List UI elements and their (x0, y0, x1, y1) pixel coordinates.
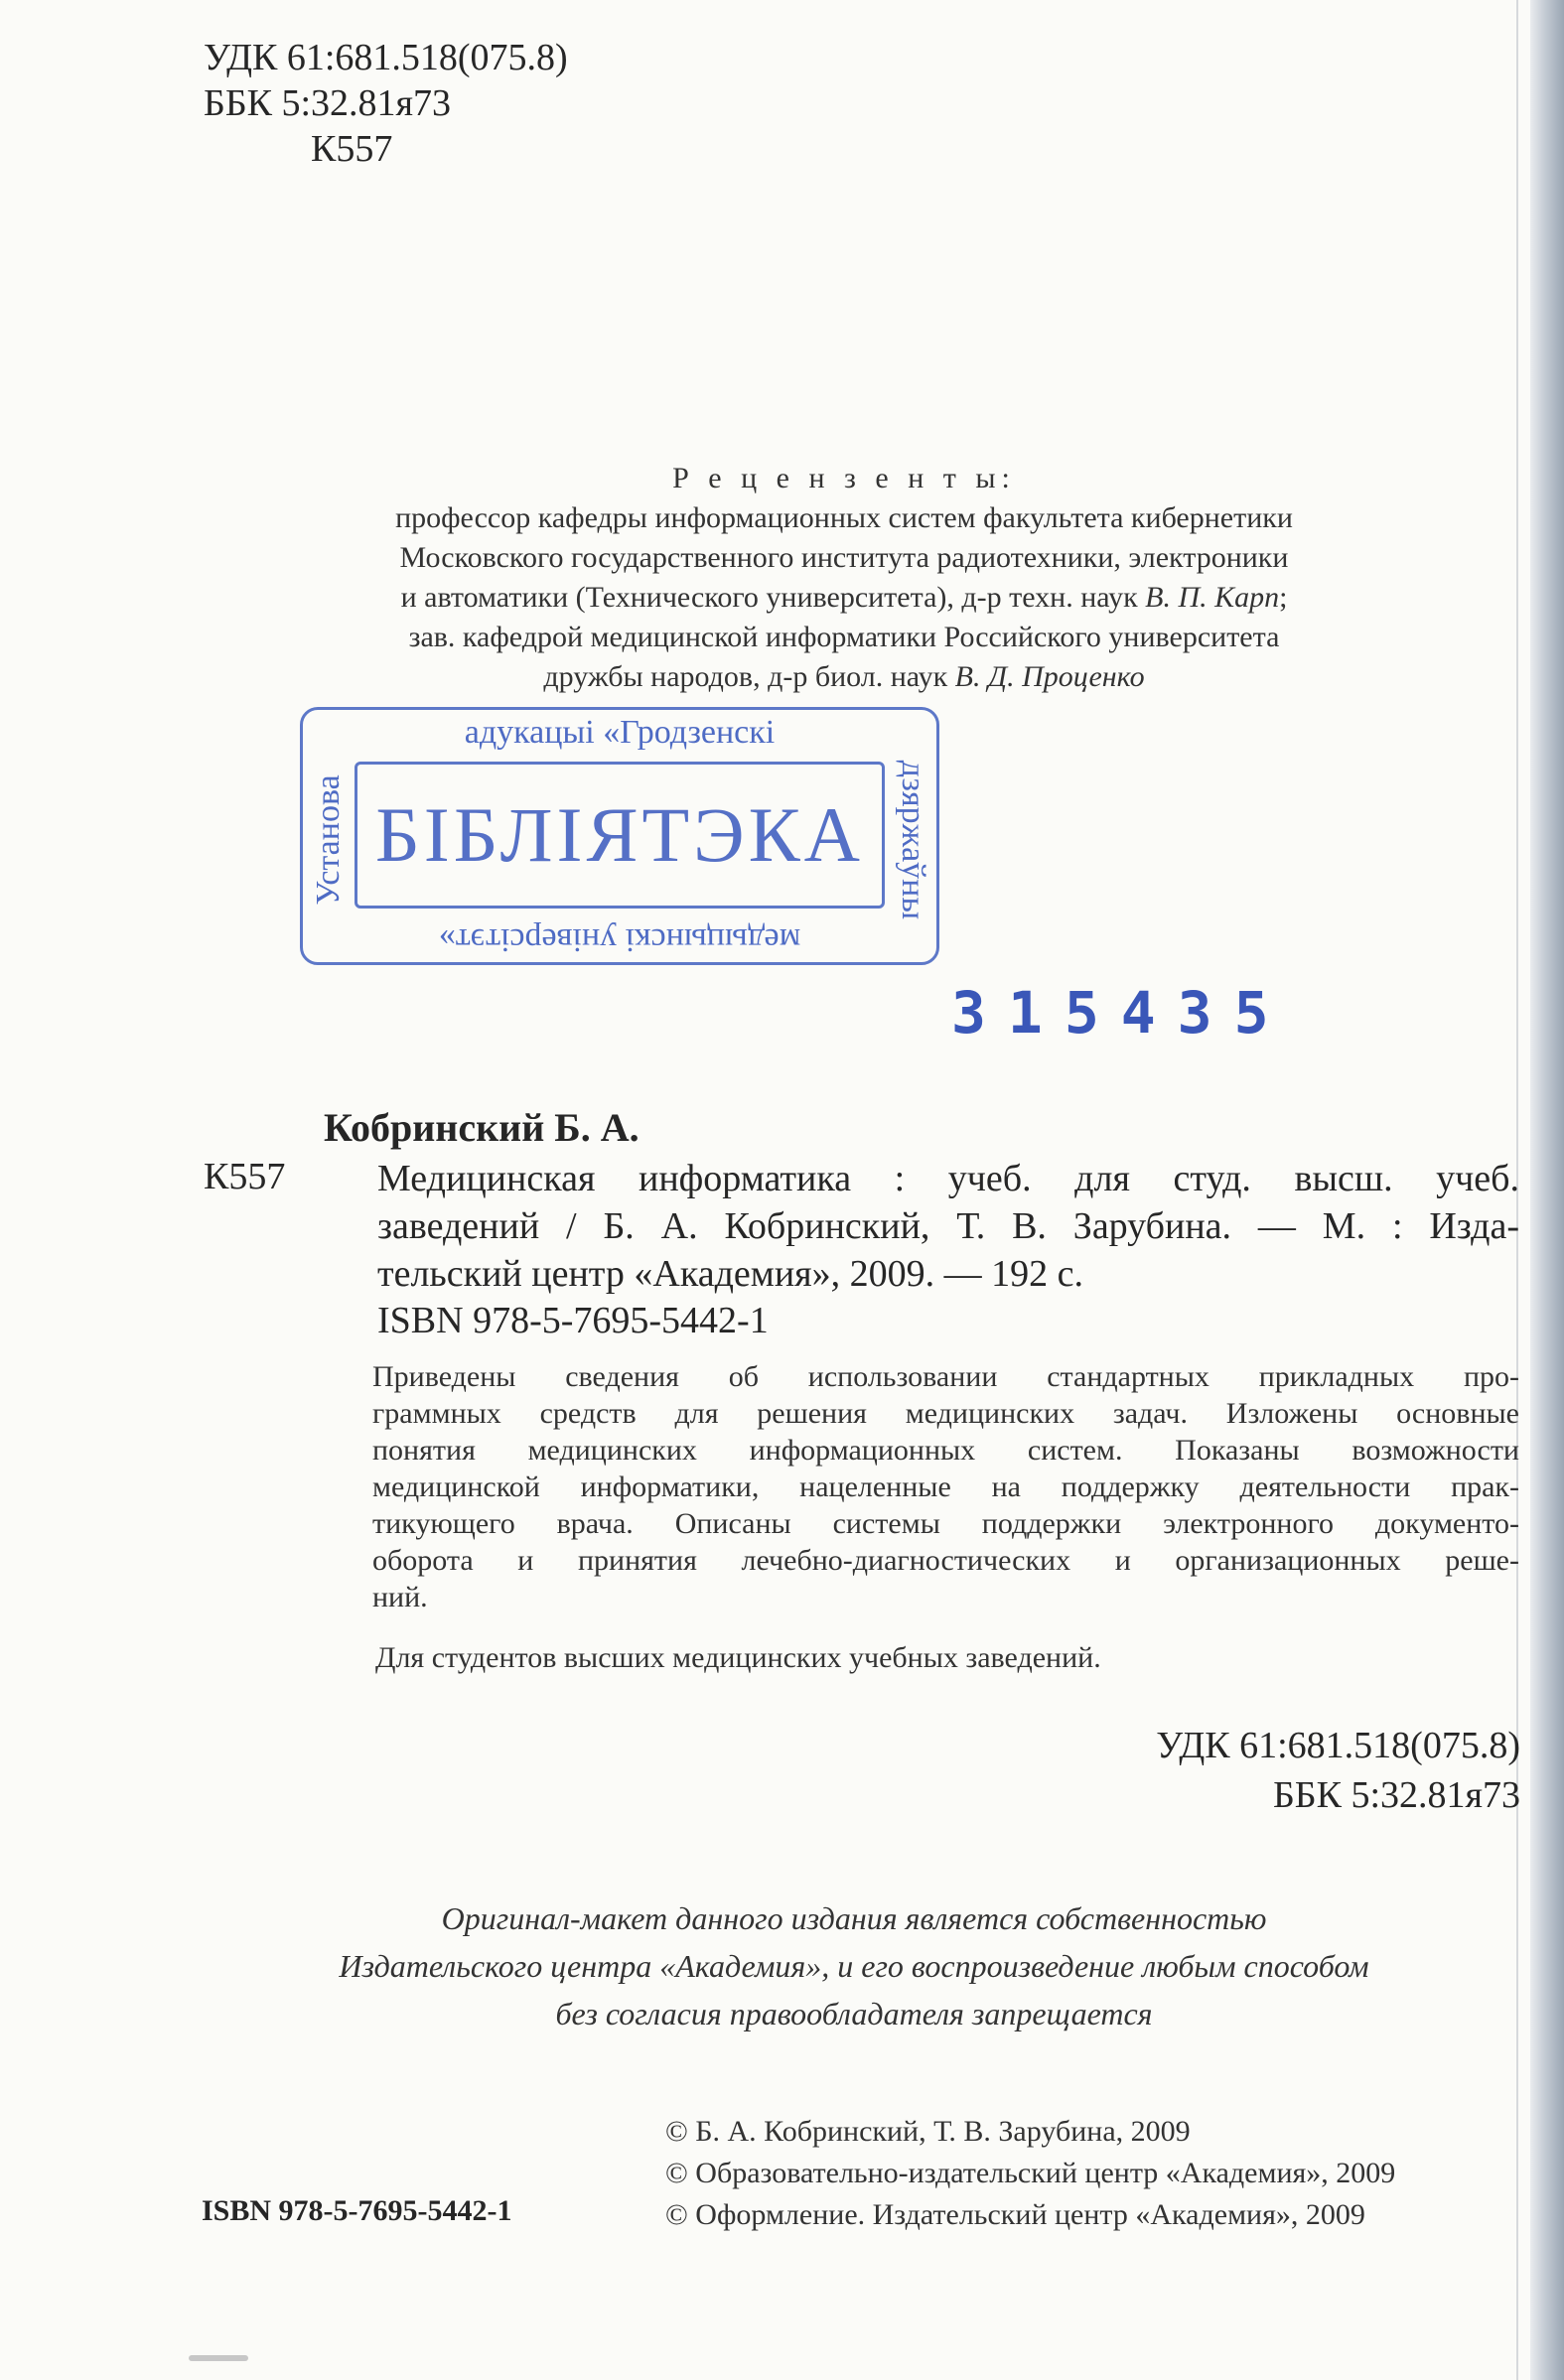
copyright-list (665, 2111, 1395, 2236)
reviewers-heading: Р е ц е н з е н т ы: (672, 462, 1016, 494)
copyright-notice (179, 1894, 1529, 2037)
copyright-notice-line-1: Оригинал-макет данного издания является собственностью (441, 1900, 1267, 1936)
audience-note: Для студентов высших медицинских учебных заведений. (375, 1641, 1101, 1674)
annotation-line: оборота и принятия лечебно-диагностических и организационных реше- (372, 1544, 1519, 1577)
reviewer-line-5-text: дружбы народов, д-р биол. наук (543, 660, 955, 693)
isbn-footer: ISBN 978-5-7695-5442-1 (202, 2194, 512, 2227)
stamp-top-text: адукацыі «Гродзенскі (464, 714, 776, 751)
annotation-line: понятия медицинских информационных систем. Показаны возможности (372, 1434, 1519, 1467)
copyright-notice-line-2: Издательского центра «Академия», и его воспроизведение любым способом (339, 1948, 1369, 1984)
reviewers-block (228, 459, 1460, 697)
stamp-inner-frame (355, 762, 885, 909)
scan-smudge (189, 2355, 248, 2361)
copyright-line: © Образовательно-издательский центр «Академия», 2009 (665, 2157, 1396, 2189)
annotation-line: Приведены сведения об использовании стандартных прикладных про- (372, 1360, 1519, 1393)
reviewer-line-3-tail: ; (1279, 581, 1288, 614)
stamp-bottom-text: медыцынскі універсітэт» (438, 921, 801, 958)
library-stamp (300, 707, 939, 965)
annotation-line: медицинской информатики, нацеленные на поддержку деятельности прак- (372, 1470, 1519, 1503)
reviewer-line-2: Московского государственного института радиотехники, электроники (399, 541, 1289, 574)
bib-line-3: тельский центр «Академия», 2009. — 192 с. (377, 1253, 1083, 1295)
catalog-code: К557 (204, 1156, 286, 1197)
annotation-line: тикующего врача. Описаны системы поддержки электронного документо- (372, 1507, 1519, 1540)
inventory-number: 315435 (951, 979, 1291, 1047)
reviewer-line-3-text: и автоматики (Технического университета), д-р техн. наук (400, 581, 1146, 614)
author-heading: Кобринский Б. А. (324, 1105, 640, 1150)
bib-line-1: Медицинская информатика : учеб. для студ. высш. учеб. (377, 1158, 1519, 1199)
classification-codes-right (1156, 1721, 1520, 1820)
bbk-code-right: ББК 5:32.81я73 (1272, 1774, 1520, 1816)
bibliographic-description (377, 1155, 1519, 1298)
reviewer-line-4: зав. кафедрой медицинской информатики Российского университета (408, 621, 1280, 653)
reviewer-name-karp: В. П. Карп (1145, 581, 1280, 614)
bbk-code: ББК 5:32.81я73 (204, 82, 452, 124)
annotation-line: граммных средств для решения медицинских задач. Изложены основные (372, 1397, 1519, 1430)
annotation (372, 1358, 1519, 1615)
bib-line-2: заведений / Б. А. Кобринский, Т. В. Зарубина. — М. : Изда- (377, 1205, 1519, 1247)
stamp-right-text: дзяржаўны (895, 760, 931, 920)
annotation-line: ний. (372, 1581, 428, 1613)
reviewer-line-5 (228, 657, 1460, 697)
stamp-main-text: БІБЛІЯТЭКА (374, 791, 864, 878)
stamp-left-text: Установа (310, 774, 347, 906)
isbn-entry: ISBN 978-5-7695-5442-1 (377, 1300, 769, 1341)
reviewer-line-1: профессор кафедры информационных систем факультета кибернетики (395, 501, 1293, 534)
copyright-line: © Б. А. Кобринский, Т. В. Зарубина, 2009 (665, 2115, 1191, 2148)
page-edge-shadow (1530, 0, 1564, 2380)
author-mark: К557 (311, 128, 393, 170)
copyright-line: © Оформление. Издательский центр «Академия», 2009 (665, 2198, 1365, 2231)
reviewer-line-3 (228, 578, 1460, 618)
reviewer-name-protsenko: В. Д. Проценко (954, 660, 1145, 693)
udk-code: УДК 61:681.518(075.8) (204, 37, 568, 78)
udk-code-right: УДК 61:681.518(075.8) (1156, 1725, 1520, 1766)
copyright-notice-line-3: без согласия правообладателя запрещается (555, 1996, 1153, 2031)
classification-codes (204, 35, 568, 172)
